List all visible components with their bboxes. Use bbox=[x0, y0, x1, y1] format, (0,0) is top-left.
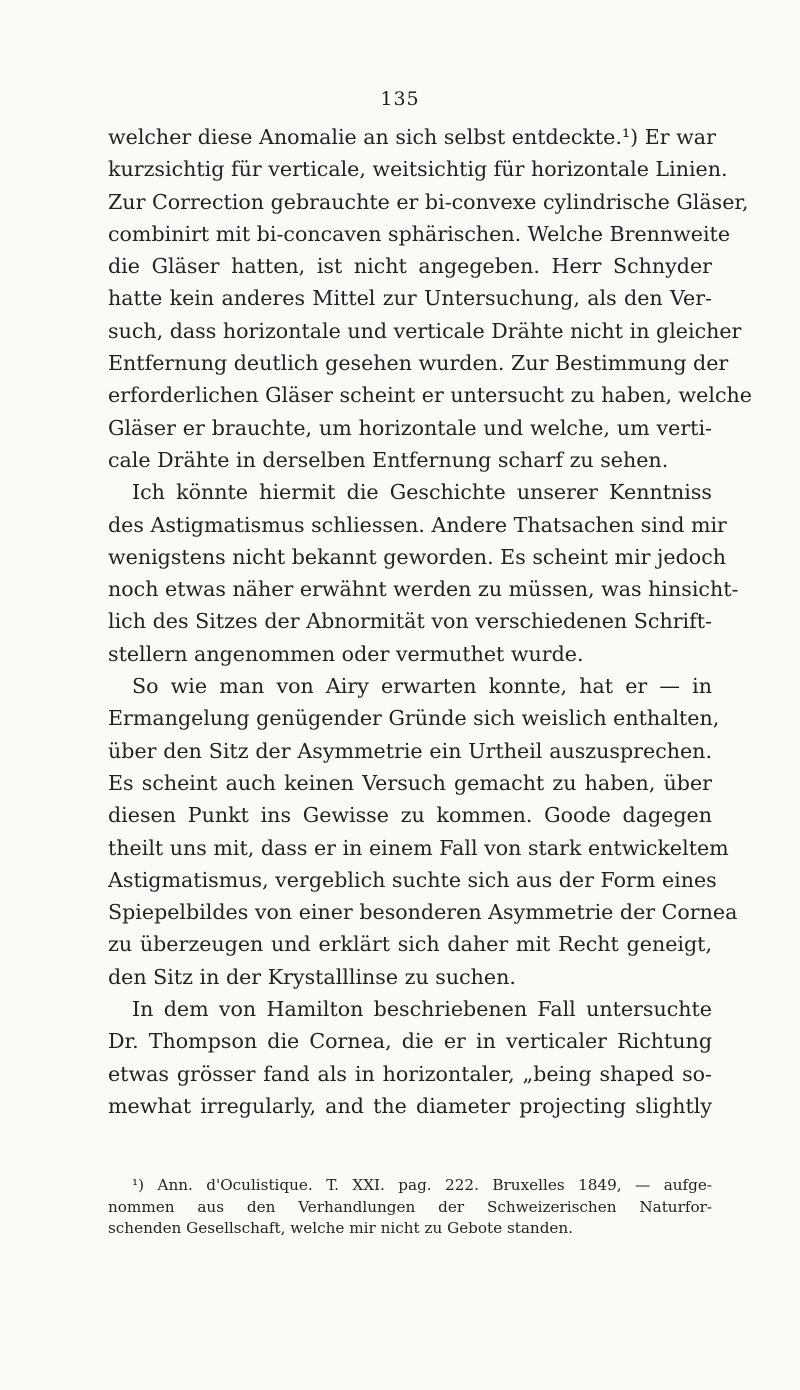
footnote-line: schenden Gesellschaft, welche mir nicht zu Gebote standen. bbox=[108, 1219, 574, 1238]
text-line: mewhat irregularly, and the diameter projecting slightly bbox=[108, 1093, 712, 1118]
paragraph bbox=[108, 670, 738, 993]
text-line: zu überzeugen und erklärt sich daher mit Recht geneigt, bbox=[108, 932, 712, 957]
text-line: des Astigmatismus schliessen. Andere Thatsachen sind mir bbox=[108, 512, 727, 537]
page-number: 135 bbox=[380, 88, 420, 110]
text-line: diesen Punkt ins Gewisse zu kommen. Goode dagegen bbox=[108, 803, 712, 828]
text-line: Ermangelung genügender Gründe sich weislich enthalten, bbox=[108, 706, 720, 731]
text-line: erforderlichen Gläser scheint er untersucht zu haben, welche bbox=[108, 383, 752, 408]
footnote-line: nommen aus den Verhandlungen der Schweizerischen Naturfor- bbox=[108, 1197, 712, 1216]
text-line: welcher diese Anomalie an sich selbst entdeckte.¹) Er war bbox=[108, 125, 716, 149]
text-line: such, dass horizontale und verticale Drähte nicht in gleicher bbox=[108, 318, 742, 343]
text-line: combinirt mit bi-concaven sphärischen. Welche Brennweite bbox=[108, 221, 731, 246]
text-line: über den Sitz der Asymmetrie ein Urtheil auszusprechen. bbox=[108, 738, 712, 763]
paragraph bbox=[108, 121, 752, 476]
footnote-line: ¹) Ann. d'Oculistique. T. XXI. pag. 222. Bruxelles 1849, — aufge- bbox=[132, 1176, 712, 1194]
footnotes bbox=[108, 1175, 712, 1240]
text-line: In dem von Hamilton beschriebenen Fall untersuchte bbox=[132, 997, 712, 1022]
text-line: etwas grösser fand als in horizontaler, „being shaped so- bbox=[108, 1061, 712, 1086]
text-line: hatte kein anderes Mittel zur Untersuchung, als den Ver- bbox=[108, 286, 712, 311]
text-line: Astigmatismus, vergeblich suchte sich aus der Form eines bbox=[108, 867, 717, 892]
text-line: wenigstens nicht bekannt geworden. Es scheint mir jedoch bbox=[108, 544, 726, 569]
text-line: cale Drähte in derselben Entfernung scharf zu sehen. bbox=[108, 447, 669, 472]
text-line: kurzsichtig für verticale, weitsichtig für horizontale Linien. bbox=[108, 157, 728, 182]
text-line: Zur Correction gebrauchte er bi-convexe cylindrische Gläser, bbox=[108, 189, 749, 214]
paragraph bbox=[108, 993, 712, 1122]
text-line: stellern angenommen oder vermuthet wurde. bbox=[108, 641, 584, 666]
text-line: Spiepelbildes von einer besonderen Asymmetrie der Cornea bbox=[108, 900, 738, 925]
text-line: noch etwas näher erwähnt werden zu müssen, was hinsicht- bbox=[108, 577, 739, 602]
text-line: Es scheint auch keinen Versuch gemacht zu haben, über bbox=[108, 770, 712, 795]
text-line: So wie man von Airy erwarten konnte, hat er — in bbox=[132, 674, 712, 699]
text-line: Entfernung deutlich gesehen wurden. Zur Bestimmung der bbox=[108, 351, 729, 376]
paragraph bbox=[108, 476, 739, 670]
text-line: lich des Sitzes der Abnormität von verschiedenen Schrift- bbox=[108, 609, 712, 634]
text-line: Gläser er brauchte, um horizontale und welche, um verti- bbox=[108, 415, 712, 440]
text-line: theilt uns mit, dass er in einem Fall von stark entwickeltem bbox=[108, 835, 729, 860]
text-line: Ich könnte hiermit die Geschichte unserer Kenntniss bbox=[132, 480, 712, 505]
body-text bbox=[108, 121, 752, 1122]
text-line: die Gläser hatten, ist nicht angegeben. Herr Schnyder bbox=[108, 254, 712, 279]
text-line: Dr. Thompson die Cornea, die er in verticaler Richtung bbox=[108, 1029, 712, 1054]
footnote bbox=[108, 1175, 712, 1240]
text-line: den Sitz in der Krystalllinse zu suchen. bbox=[108, 964, 516, 989]
